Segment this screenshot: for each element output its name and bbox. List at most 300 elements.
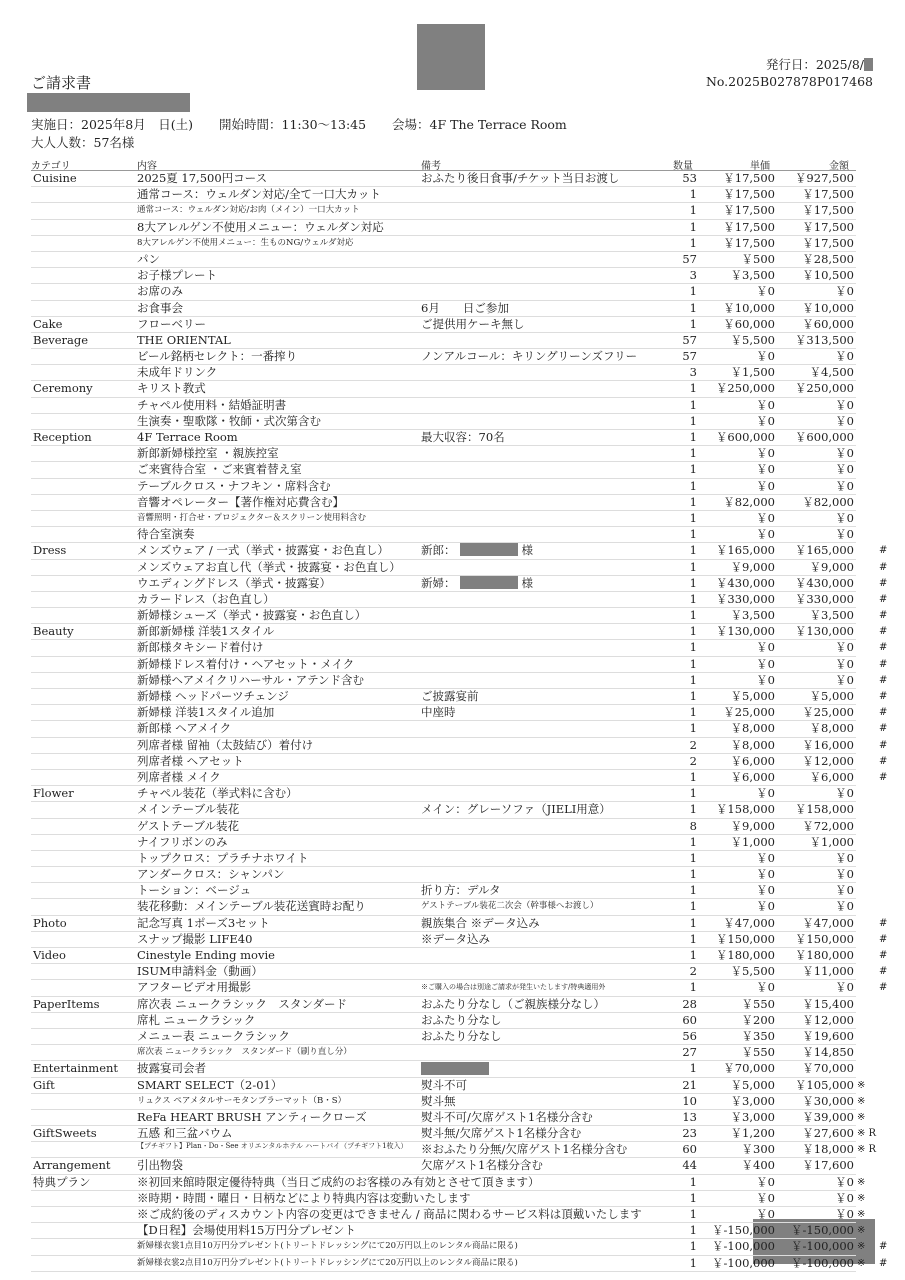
row-unit-price: ￥1,500 xyxy=(730,365,775,380)
row-qty: 1 xyxy=(689,559,697,574)
row-unit-price: ￥6,000 xyxy=(730,753,775,768)
row-qty: 8 xyxy=(689,818,697,833)
row-unit-price: ￥130,000 xyxy=(715,624,775,639)
row-amount: ￥0 xyxy=(835,1207,854,1221)
col-remarks: 備考 xyxy=(421,161,441,172)
row-qty: 1 xyxy=(689,430,697,444)
row-unit-price: ￥350 xyxy=(741,1028,775,1043)
row-item: メンズウェア / 一式（挙式・披露宴・お色直し） xyxy=(137,543,389,558)
row-item: お席のみ xyxy=(137,284,183,299)
row-unit-price: ￥330,000 xyxy=(715,591,775,606)
table-row xyxy=(31,446,856,462)
row-amount: ￥8,000 xyxy=(809,721,854,736)
row-qty: 1 xyxy=(689,769,697,784)
row-category: Cake xyxy=(33,316,63,331)
row-amount: ￥0 xyxy=(835,883,854,898)
row-category: Reception xyxy=(33,430,92,444)
table-row xyxy=(31,1077,866,1094)
row-item: スナップ撮影 LIFE40 xyxy=(137,931,253,946)
row-item: 列席者様 留袖（太鼓結び）着付け xyxy=(137,737,314,752)
row-unit-price: ￥5,000 xyxy=(730,689,775,703)
row-category: Gift xyxy=(33,1077,55,1092)
row-qty: 57 xyxy=(682,349,697,364)
row-unit-price: ￥3,500 xyxy=(730,608,775,623)
row-item: ISUM申請料金（動画） xyxy=(137,964,263,979)
row-amount: ￥19,600 xyxy=(802,1028,854,1043)
row-qty: 1 xyxy=(689,381,697,396)
row-item: お子様プレート xyxy=(137,268,218,283)
row-qty: 1 xyxy=(689,1255,697,1270)
row-qty: 1 xyxy=(689,672,697,687)
row-amount: ￥-100,000 xyxy=(791,1239,854,1254)
table-row xyxy=(31,1029,856,1045)
row-qty: 1 xyxy=(689,316,697,331)
row-amount: ￥250,000 xyxy=(794,381,854,396)
row-unit-price: ￥0 xyxy=(756,1190,775,1205)
table-row xyxy=(31,398,856,414)
table-row xyxy=(31,365,856,381)
table-row xyxy=(31,672,888,689)
row-amount: ￥25,000 xyxy=(802,705,854,720)
row-item: 記念写真 1ポーズ3セット xyxy=(137,915,270,930)
row-item: 通常コース：ウェルダン対応/全て一口大カット xyxy=(137,187,381,202)
table-row xyxy=(31,1109,866,1126)
row-category: Dress xyxy=(33,543,67,558)
row-unit-price: ￥200 xyxy=(741,1012,775,1027)
row-qty: 1 xyxy=(689,527,697,542)
row-amount: ￥82,000 xyxy=(802,494,854,509)
row-amount: ￥0 xyxy=(835,656,854,671)
row-unit-price: ￥550 xyxy=(741,996,775,1011)
table-row xyxy=(31,931,888,948)
row-item: テーブルクロス・ナフキン・席料含む xyxy=(137,478,331,493)
row-qty: 1 xyxy=(689,413,697,428)
row-qty: 2 xyxy=(689,753,697,768)
issue-date: 発行日：2025/8/ xyxy=(765,57,864,72)
row-mark: ※ xyxy=(857,1225,866,1237)
row-item: 新婦様 ヘッドパーツチェンジ xyxy=(137,689,289,703)
row-remarks: ※データ込み xyxy=(421,931,490,946)
row-unit-price: ￥8,000 xyxy=(730,737,775,752)
row-qty: 1 xyxy=(689,446,697,461)
row-qty: 1 xyxy=(689,1223,697,1238)
customer-name-redaction xyxy=(27,93,190,112)
row-unit-price: ￥0 xyxy=(756,527,775,542)
row-amount: ￥0 xyxy=(835,640,854,655)
table-row xyxy=(31,575,888,592)
col-item: 内容 xyxy=(137,161,157,172)
table-row xyxy=(31,1126,877,1142)
row-amount: ￥927,500 xyxy=(794,171,854,185)
table-row xyxy=(31,559,888,576)
row-item: カラードレス（お色直し） xyxy=(137,591,275,606)
row-hash: # xyxy=(879,577,888,589)
row-item: SMART SELECT（2-01） xyxy=(137,1077,283,1092)
row-item: 生演奏・聖歌隊・牧師・式次第含む xyxy=(137,413,321,428)
table-row xyxy=(31,220,856,236)
row-unit-price: ￥0 xyxy=(756,1207,775,1221)
row-category: PaperItems xyxy=(33,996,100,1011)
row-unit-price: ￥82,000 xyxy=(723,494,775,509)
table-row xyxy=(31,430,856,446)
row-hash: # xyxy=(879,561,888,573)
row-item: 席札 ニュークラシック xyxy=(137,1012,256,1027)
row-mark: ※ xyxy=(857,1192,866,1204)
row-unit-price: ￥0 xyxy=(756,510,775,525)
row-item: 新婦様衣裳1点目10万円分プレゼント(トリートドレッシングにて20万円以上のレンタル商品に限る) xyxy=(137,1241,518,1252)
row-qty: 1 xyxy=(689,931,697,946)
row-unit-price: ￥250,000 xyxy=(715,381,775,396)
row-item: 未成年ドリンク xyxy=(137,365,218,380)
table-row xyxy=(31,511,856,527)
row-amount: ￥30,000 xyxy=(802,1093,854,1108)
row-unit-price: ￥0 xyxy=(756,899,775,914)
row-mark: ※ xyxy=(857,1079,866,1091)
row-amount: ￥47,000 xyxy=(802,915,854,930)
table-row xyxy=(31,1158,856,1174)
row-qty: 1 xyxy=(689,883,697,898)
row-amount: ￥17,600 xyxy=(802,1158,854,1173)
row-amount: ￥165,000 xyxy=(794,543,854,558)
row-qty: 1 xyxy=(689,1239,697,1254)
row-remarks: 折り方：デルタ xyxy=(421,883,501,898)
row-amount: ￥105,000 xyxy=(794,1077,854,1092)
row-remarks: 欠席ゲスト1名様分含む xyxy=(421,1158,543,1173)
row-mark: ※ xyxy=(857,1209,866,1220)
row-unit-price: ￥0 xyxy=(756,446,775,461)
row-hash: # xyxy=(879,593,888,605)
row-qty: 1 xyxy=(689,300,697,315)
row-hash: # xyxy=(879,658,888,670)
row-qty: 44 xyxy=(682,1158,697,1173)
row-qty: 28 xyxy=(682,996,697,1011)
row-amount: ￥0 xyxy=(835,867,854,882)
table-row xyxy=(31,252,856,268)
row-amount: ￥0 xyxy=(835,397,854,412)
table-row xyxy=(31,591,888,608)
row-qty: 1 xyxy=(689,802,697,817)
table-row xyxy=(31,899,856,915)
event-time: 開始時間：11:30～13:45 xyxy=(219,117,367,132)
table-row xyxy=(31,333,856,349)
row-remarks: おふたり分なし xyxy=(421,1012,502,1027)
row-item: 音響照明・打合せ・プロジェクター＆スクリーン使用料含む xyxy=(137,512,366,523)
row-amount: ￥0 xyxy=(835,284,854,299)
row-remarks: ※ご購入の場合は別途ご請求が発生いたします/特典適用外 xyxy=(421,983,606,992)
row-unit-price: ￥1,000 xyxy=(730,834,775,849)
row-mark: ※ xyxy=(857,1176,866,1188)
row-amount: ￥0 xyxy=(835,1174,854,1189)
row-amount: ￥130,000 xyxy=(794,624,854,639)
row-item: トーション：ベージュ xyxy=(137,883,252,898)
row-unit-price: ￥0 xyxy=(756,640,775,655)
row-item: 新婦様衣裳2点目10万円分プレゼント(トリートドレッシングにて20万円以上のレンタル商品に限る) xyxy=(137,1257,518,1268)
row-mark: ※ xyxy=(857,1257,866,1269)
row-amount: ￥0 xyxy=(835,462,854,477)
table-row xyxy=(31,236,856,252)
row-unit-price: ￥0 xyxy=(756,478,775,493)
row-unit-price: ￥17,500 xyxy=(723,219,775,234)
row-qty: 27 xyxy=(682,1045,697,1060)
table-row xyxy=(31,1093,866,1110)
row-qty: 1 xyxy=(689,543,697,558)
row-qty: 2 xyxy=(689,737,697,752)
row-item: THE ORIENTAL xyxy=(137,332,231,347)
row-category: Beauty xyxy=(33,624,74,639)
row-item: 披露宴司会者 xyxy=(137,1061,206,1076)
row-unit-price: ￥600,000 xyxy=(715,430,775,444)
remarks-redaction xyxy=(421,1062,489,1075)
row-amount: ￥-100,000 xyxy=(791,1255,854,1270)
row-unit-price: ￥0 xyxy=(756,867,775,882)
row-item: フローベリー xyxy=(137,316,206,331)
col-amount: 金額 xyxy=(829,161,849,172)
row-unit-price: ￥3,000 xyxy=(730,1093,775,1108)
row-unit-price: ￥6,000 xyxy=(730,769,775,784)
table-row xyxy=(31,997,856,1013)
table-row xyxy=(31,737,888,754)
row-category: GiftSweets xyxy=(33,1126,97,1141)
row-hash: # xyxy=(879,1241,888,1253)
row-unit-price: ￥0 xyxy=(756,284,775,299)
row-mark: ※ xyxy=(857,1241,866,1253)
row-item: メニュー表 ニュークラシック xyxy=(137,1028,290,1043)
row-qty: 1 xyxy=(689,899,697,914)
row-amount: ￥15,400 xyxy=(802,996,854,1011)
row-item: 新婦様 洋装1スタイル追加 xyxy=(137,705,275,720)
row-amount: ￥18,000 xyxy=(802,1142,854,1157)
row-qty: 1 xyxy=(689,834,697,849)
table-row xyxy=(31,1255,888,1272)
row-item: 新郎様タキシード着付け xyxy=(137,640,264,655)
row-item: 装花移動：メインテーブル装花送賓時お配り xyxy=(137,899,366,914)
table-row xyxy=(31,1142,877,1158)
row-unit-price: ￥60,000 xyxy=(723,316,775,331)
invoice-table xyxy=(31,170,888,1272)
row-qty: 1 xyxy=(689,915,697,930)
adult-count: 大人人数：57名様 xyxy=(31,135,135,150)
row-qty: 1 xyxy=(689,1190,697,1205)
row-amount: ￥430,000 xyxy=(794,575,854,590)
row-amount: ￥39,000 xyxy=(802,1109,854,1124)
row-amount: ￥-150,000 xyxy=(791,1223,854,1238)
row-item: Cinestyle Ending movie xyxy=(137,948,275,962)
row-amount: ￥0 xyxy=(835,510,854,525)
row-amount: ￥4,500 xyxy=(809,365,854,380)
row-item: 新郎新婦様控室 ・親族控室 xyxy=(137,446,279,461)
row-item: 列席者様 メイク xyxy=(137,769,221,784)
row-unit-price: ￥9,000 xyxy=(730,559,775,574)
row-qty: 1 xyxy=(689,219,697,234)
row-unit-price: ￥0 xyxy=(756,786,775,801)
table-row xyxy=(31,1013,856,1029)
row-remarks: 熨斗無/欠席ゲスト1名様分含む xyxy=(421,1126,582,1141)
row-remarks: メイン：グレーソファ（JIELI用意） xyxy=(421,802,611,817)
row-qty: 1 xyxy=(689,1061,697,1076)
row-qty: 21 xyxy=(682,1077,697,1092)
invoice-number: No.2025B027878P017468 xyxy=(705,74,873,89)
row-unit-price: ￥0 xyxy=(756,883,775,898)
row-amount: ￥180,000 xyxy=(794,948,854,962)
row-hash: # xyxy=(879,691,888,702)
table-row xyxy=(31,753,888,770)
row-unit-price: ￥17,500 xyxy=(723,187,775,202)
row-qty: 23 xyxy=(682,1126,697,1141)
table-row xyxy=(31,349,856,365)
row-unit-price: ￥400 xyxy=(741,1158,775,1173)
table-row xyxy=(31,495,856,511)
row-unit-price: ￥158,000 xyxy=(715,802,775,817)
row-qty: 1 xyxy=(689,478,697,493)
row-qty: 1 xyxy=(689,284,697,299)
row-remarks: 6月 日ご参加 xyxy=(421,300,509,315)
row-remarks: ご披露宴前 xyxy=(421,689,479,703)
row-category: 特典プラン xyxy=(33,1174,91,1189)
row-item: リュクス ペアメタルサーモタンブラーマット（B・S） xyxy=(137,1095,347,1106)
row-amount: ￥0 xyxy=(835,899,854,914)
row-item: ゲストテーブル装花 xyxy=(137,818,240,833)
row-qty: 56 xyxy=(682,1028,697,1043)
row-hash: # xyxy=(879,642,888,654)
row-item: メンズウェアお直し代（挙式・披露宴・お色直し） xyxy=(137,559,401,574)
row-category: Flower xyxy=(33,786,74,801)
row-qty: 1 xyxy=(689,624,697,639)
table-row xyxy=(31,802,856,818)
row-unit-price: ￥0 xyxy=(756,656,775,671)
row-item: お食事会 xyxy=(137,300,183,315)
row-amount: ￥11,000 xyxy=(802,964,854,979)
row-qty: 1 xyxy=(689,510,697,525)
row-item: アンダークロス：シャンパン xyxy=(137,867,285,882)
row-item: トップクロス：プラチナホワイト xyxy=(137,850,309,865)
event-info xyxy=(31,115,589,133)
name-redaction xyxy=(460,543,518,556)
row-amount: ￥10,000 xyxy=(802,300,854,315)
row-amount: ￥1,000 xyxy=(809,834,854,849)
row-unit-price: ￥0 xyxy=(756,413,775,428)
row-hash: # xyxy=(879,1257,888,1269)
row-remarks: 新婦： 様 xyxy=(421,575,533,590)
table-row xyxy=(31,301,856,317)
row-amount: ￥9,000 xyxy=(809,559,854,574)
table-row xyxy=(31,786,856,802)
table-row xyxy=(31,624,888,640)
row-category: Ceremony xyxy=(33,381,93,396)
table-row xyxy=(31,964,888,980)
row-amount: ￥17,500 xyxy=(802,203,854,218)
row-unit-price: ￥0 xyxy=(756,672,775,687)
row-unit-price: ￥165,000 xyxy=(715,543,775,558)
row-item: 通常コース：ウェルダン対応/お肉（メイン）一口大カット xyxy=(137,205,360,216)
row-qty: 1 xyxy=(689,705,697,720)
row-hash: # xyxy=(879,982,888,994)
row-item: ウエディングドレス（挙式・披露宴） xyxy=(137,575,332,590)
row-amount: ￥0 xyxy=(835,786,854,801)
row-item: ※初回来館時限定優待特典（当日ご成約のお客様のみ有効とさせて頂きます） xyxy=(137,1174,540,1189)
row-remarks: 熨斗無 xyxy=(421,1093,456,1108)
row-item: 待合室演奏 xyxy=(137,527,195,542)
row-hash: # xyxy=(879,707,888,719)
row-amount: ￥10,500 xyxy=(802,268,854,283)
row-amount: ￥0 xyxy=(835,446,854,461)
row-hash: # xyxy=(879,626,888,638)
row-amount: ￥17,500 xyxy=(802,219,854,234)
row-amount: ￥17,500 xyxy=(802,187,854,202)
row-unit-price: ￥3,500 xyxy=(730,268,775,283)
row-amount: ￥0 xyxy=(835,672,854,687)
row-unit-price: ￥17,500 xyxy=(723,235,775,250)
row-item: ※ご成約後のディスカウント内容の変更はできません / 商品に関わるサービス料は頂戴いたします xyxy=(137,1207,642,1221)
row-remarks: ノンアルコール：キリングリーンズフリー xyxy=(421,349,638,364)
row-amount: ￥5,000 xyxy=(809,689,854,703)
row-qty: 13 xyxy=(682,1109,697,1124)
table-row xyxy=(31,1045,856,1061)
row-unit-price: ￥500 xyxy=(741,251,775,266)
row-qty: 1 xyxy=(689,187,697,202)
row-hash: # xyxy=(879,545,888,557)
name-redaction xyxy=(460,576,518,589)
table-row xyxy=(31,543,888,559)
table-row xyxy=(31,769,888,786)
row-unit-price: ￥5,500 xyxy=(730,332,775,347)
row-qty: 1 xyxy=(689,608,697,623)
logo-redaction xyxy=(417,24,485,90)
row-unit-price: ￥9,000 xyxy=(730,818,775,833)
issue-info xyxy=(706,56,873,90)
row-hash: # xyxy=(879,723,888,735)
row-unit-price: ￥-100,000 xyxy=(712,1255,775,1270)
row-mark: ※ xyxy=(857,1095,866,1107)
row-amount: ￥12,000 xyxy=(802,753,854,768)
row-qty: 57 xyxy=(682,332,697,347)
row-hash: # xyxy=(879,610,888,622)
row-amount: ￥0 xyxy=(835,980,854,995)
row-qty: 1 xyxy=(689,640,697,655)
table-row xyxy=(31,689,888,705)
row-qty: 1 xyxy=(689,656,697,671)
row-unit-price: ￥180,000 xyxy=(715,948,775,962)
col-unit-price: 単価 xyxy=(750,161,770,172)
row-item: 席次表 ニュークラシック スタンダード xyxy=(137,996,347,1011)
row-amount: ￥6,000 xyxy=(809,769,854,784)
row-unit-price: ￥10,000 xyxy=(723,300,775,315)
row-category: Arrangement xyxy=(33,1158,111,1173)
row-remarks: ご提供用ケーキ無し xyxy=(421,316,525,331)
row-qty: 3 xyxy=(689,268,697,283)
row-item: 音響オペレーター【著作権対応費含む】 xyxy=(137,494,344,509)
row-amount: ￥0 xyxy=(835,527,854,542)
row-mark: ※ R xyxy=(857,1144,877,1156)
row-amount: ￥27,600 xyxy=(802,1126,854,1141)
row-mark: ※ xyxy=(857,1111,866,1123)
row-item: 新婦様ヘアメイクリハーサル・アテンド含む xyxy=(137,672,365,687)
row-hash: # xyxy=(879,966,888,978)
row-qty: 1 xyxy=(689,948,697,962)
row-item: キリスト教式 xyxy=(137,381,206,396)
row-unit-price: ￥0 xyxy=(756,1174,775,1189)
row-hash: # xyxy=(879,755,888,767)
row-qty: 53 xyxy=(682,171,697,185)
table-row xyxy=(31,608,888,624)
event-venue: 会場：4F The Terrace Room xyxy=(392,117,567,132)
row-item: 2025夏 17,500円コース xyxy=(137,171,268,185)
row-unit-price: ￥17,500 xyxy=(723,203,775,218)
row-item: 五感 和三盆バウム xyxy=(137,1126,233,1141)
row-unit-price: ￥8,000 xyxy=(730,721,775,736)
row-item: 新郎新婦様 洋装1スタイル xyxy=(137,624,275,639)
row-item: アフタービデオ用撮影 xyxy=(137,980,251,995)
row-remarks: 熨斗不可 xyxy=(421,1077,467,1092)
